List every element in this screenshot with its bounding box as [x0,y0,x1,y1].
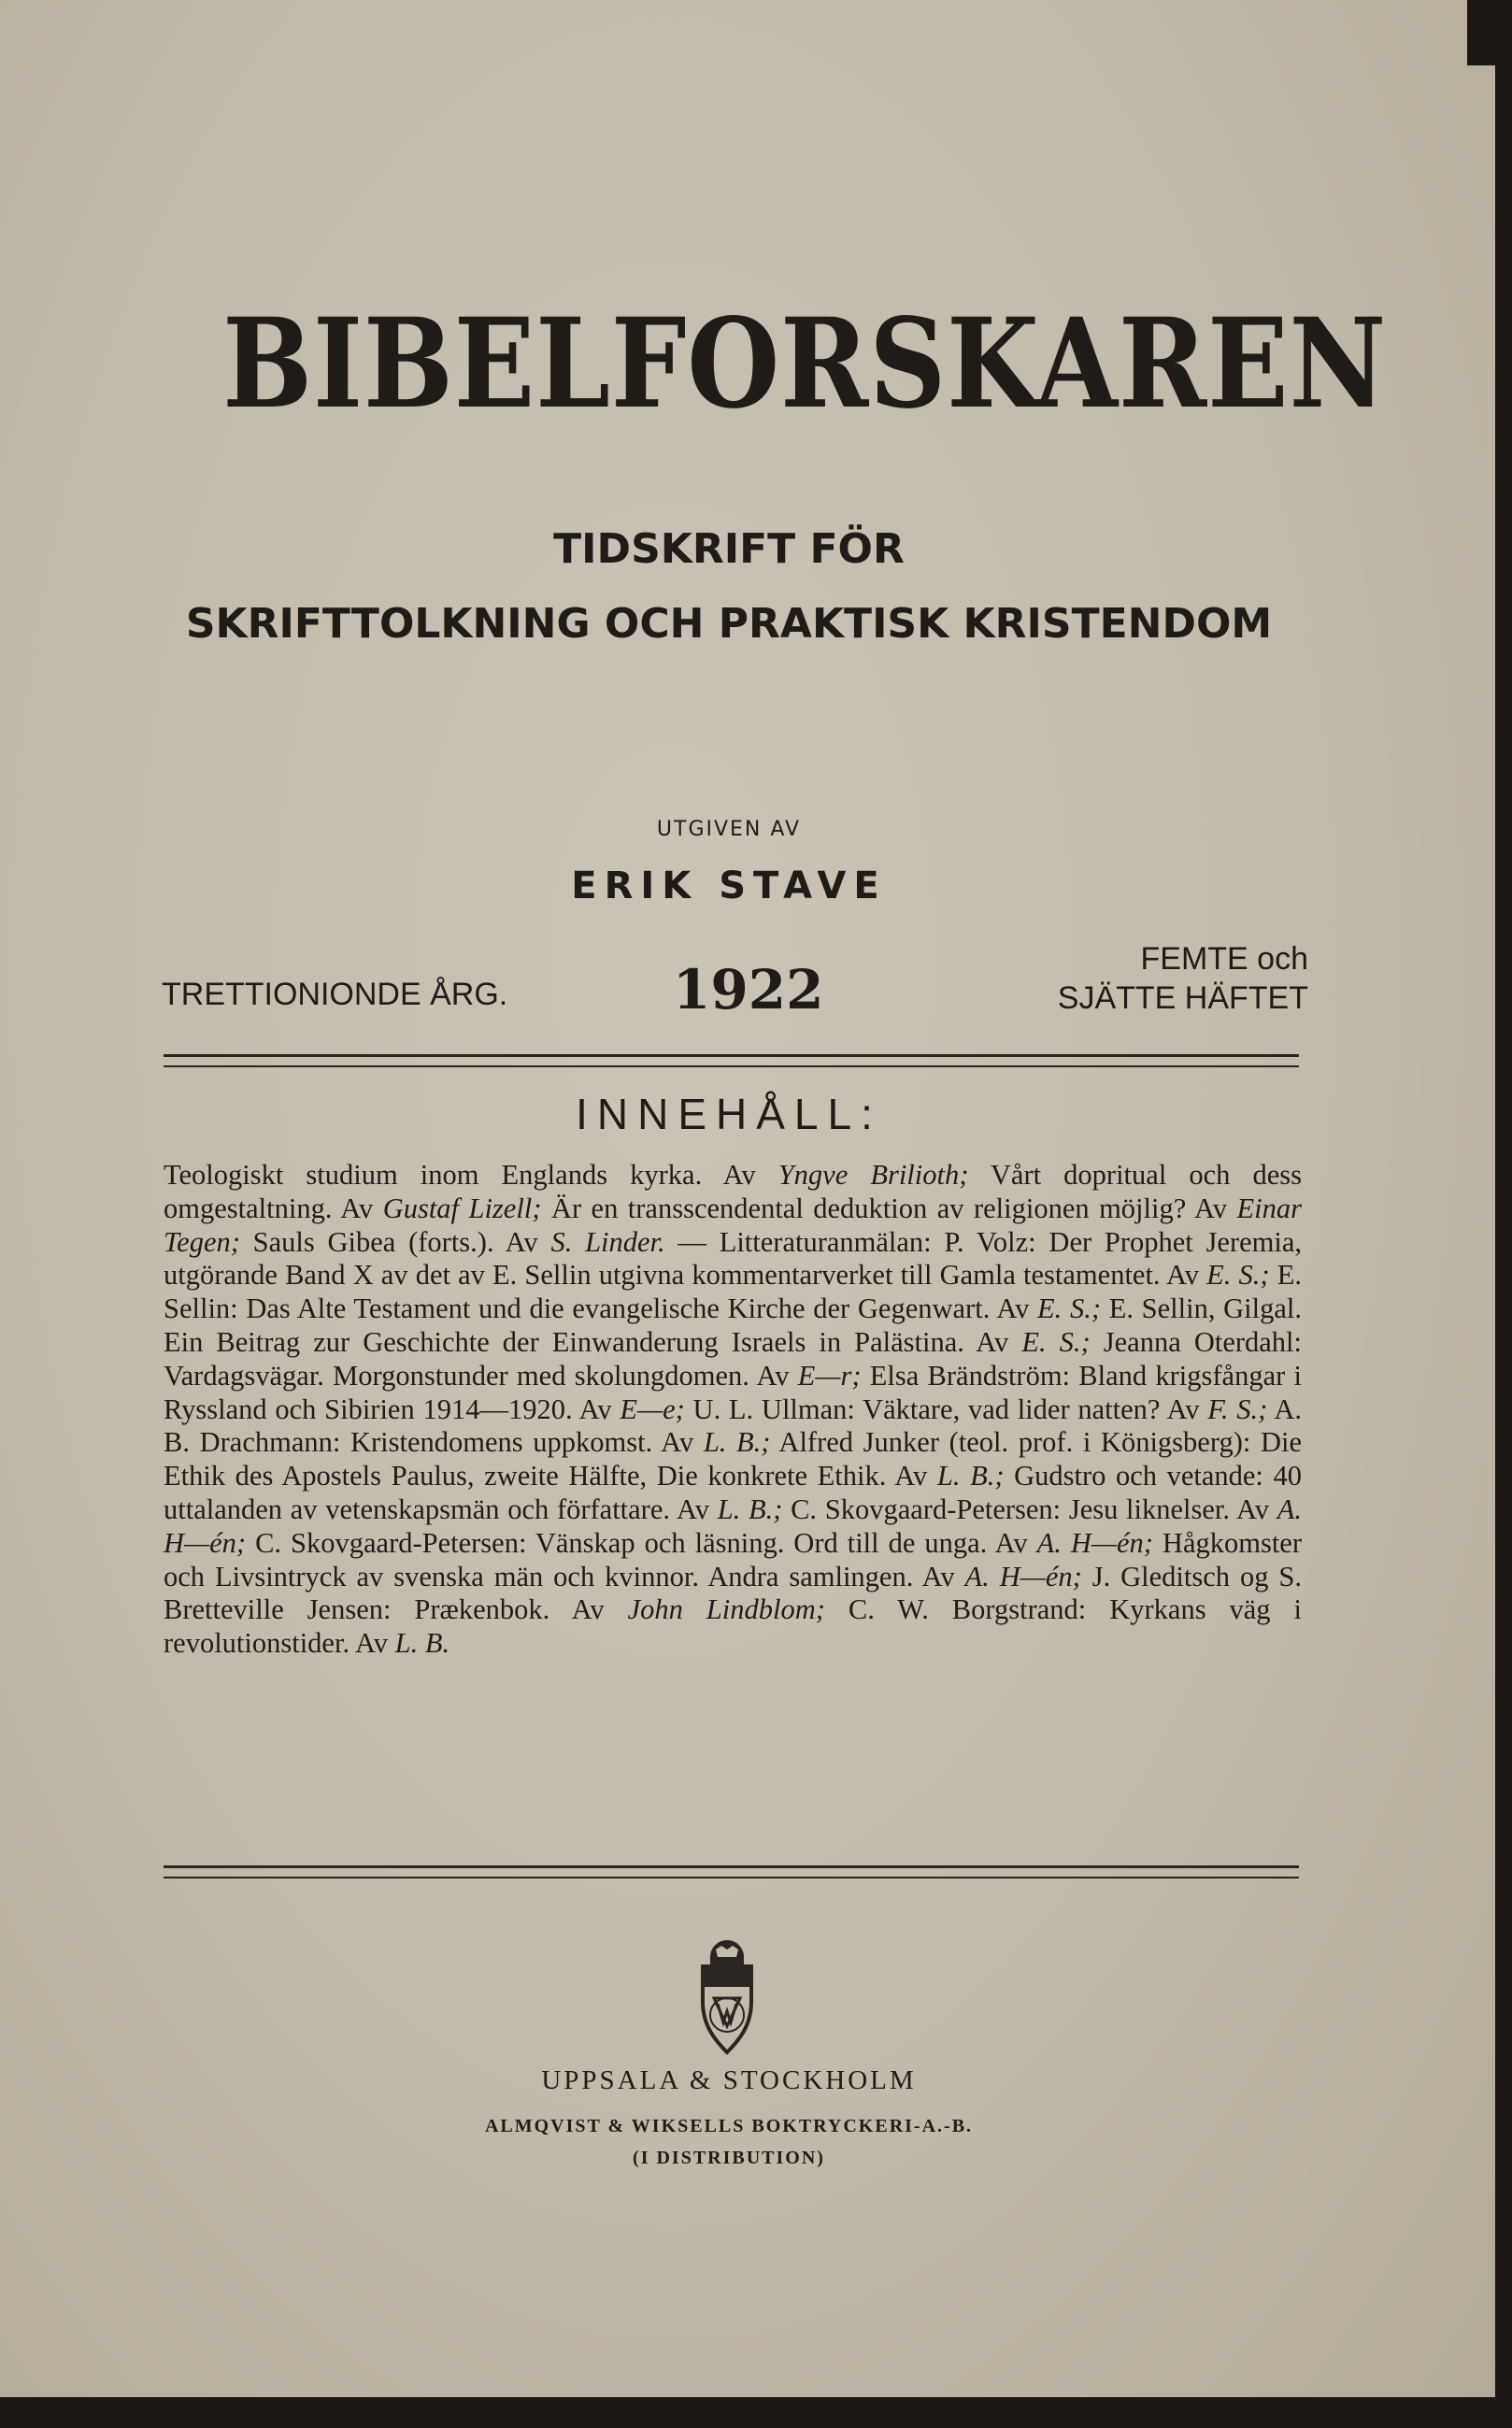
imprint-distribution: (I DISTRIBUTION) [633,2148,825,2168]
contents-author: John Lindblom; [627,1593,825,1626]
contents-author: L. B.; [703,1426,771,1459]
contents-text: C. W. Borgstrand: Kyrkans väg i revolutionstider. Av [164,1593,1302,1660]
contents-text: C. Skovgaard-Petersen: Vänskap och läsning. Ord till de unga. Av [246,1526,1037,1559]
contents-author: A. H—én; [164,1493,1302,1559]
contents-author: E. S.; [1021,1325,1091,1358]
publisher-crest-icon [690,1936,764,2056]
contents-author: E—e; [620,1393,685,1425]
contents-text: U. L. Ullman: Väktare, vad lider natten? Av [684,1393,1208,1425]
contents-text: Gudstro och vetande: 40 uttalanden av vetenskapsmän och författare. Av [164,1460,1302,1525]
issue-line-2: SJÄTTE HÄFTET [1057,980,1308,1016]
contents-text: Alfred Junker (teol. prof. i Königsberg): Die Ethik des Apostels Paulus, zweite Hälfte, Die konkrete Ethik. Av [164,1426,1303,1493]
contents-author: L. B. [394,1627,450,1660]
contents-heading: INNEHÅLL: [576,1090,882,1138]
contents-author: S. Linder. [550,1225,665,1258]
imprint-printer: ALMQVIST & WIKSELLS BOKTRYCKERI-A.-B. [484,2116,974,2136]
editor-label: UTGIVEN AV [656,818,802,841]
contents-author: E. S.; [1206,1259,1270,1292]
editor-name: ERIK STAVE [571,864,887,907]
contents-text: Elsa Brändström: Bland krigsfångar i Ryssland och Sibirien 1914—1920. Av [164,1359,1302,1425]
top-rule-thin [164,1065,1299,1067]
contents-author: E—r; [797,1359,862,1392]
issue-label [981,939,1308,1018]
contents-author: F. S.; [1207,1393,1268,1425]
contents-text: A. B. Drachmann: Kristendomens uppkomst. Av [164,1393,1302,1459]
contents-text: Hågkomster och Livsintryck av svenska män och kvinnor. Andra samlingen. Av [164,1526,1302,1592]
imprint-city: UPPSALA & STOCKHOLM [541,2065,917,2095]
contents-text: Sauls Gibea (forts.). Av [239,1225,551,1258]
contents-text: Jeanna Oterdahl: Vardagsvägar. Morgonstunder med skolungdomen. Av [164,1325,1302,1392]
contents-paragraph [164,1159,1302,1661]
contents-author: A. H—én; [1036,1526,1153,1559]
contents-text: C. Skovgaard-Petersen: Jesu liknelser. Av [782,1493,1277,1525]
contents-author: Yngve Brilioth; [777,1159,969,1191]
contents-text: Vårt dopritual och dess omgestaltning. Av [164,1159,1303,1224]
subtitle-line-2: SKRIFTTOLKNING OCH PRAKTISK KRISTENDOM [185,600,1273,648]
contents-text: Är en transscendental deduktion av religionen möjlig? Av [541,1192,1237,1224]
volume-label: TRETTIONIONDE ÅRG. [162,977,508,1012]
bottom-rule-thin [164,1877,1299,1878]
bottom-rule [164,1865,1299,1868]
masthead-title: BIBELFORSKAREN [222,292,1388,436]
contents-text: Teologiskt studium inom Englands kyrka. Av [164,1159,778,1191]
contents-author: Einar Tegen; [164,1192,1302,1258]
year-label: 1922 [673,958,824,1021]
contents-author: Gustaf Lizell; [382,1192,542,1224]
contents-text: J. Gleditsch og S. Bretteville Jensen: Prækenbok. Av [164,1560,1302,1626]
subtitle-line-1: TIDSKRIFT FÖR [553,525,905,573]
contents-author: A. H—én; [964,1560,1082,1592]
issue-line-1: FEMTE och [1140,941,1308,977]
contents-text: E. Sellin: Das Alte Testament und die evangelische Kirche der Gegenwart. Av [164,1259,1302,1325]
contents-text: E. Sellin, Gilgal. Ein Beitrag zur Geschichte der Einwanderung Israels in Palästina. Av [164,1293,1302,1358]
contents-text: — Litteraturanmälan: P. Volz: Der Prophet Jeremia, utgörande Band X av det av E. Sellin utgivna kommentarverket till Gamla testamentet. Av [164,1225,1303,1292]
contents-author: E. S.; [1037,1293,1102,1325]
torn-corner [1467,0,1495,65]
contents-author: L. B.; [936,1460,1005,1493]
top-rule [164,1054,1299,1057]
contents-author: L. B.; [717,1493,783,1525]
